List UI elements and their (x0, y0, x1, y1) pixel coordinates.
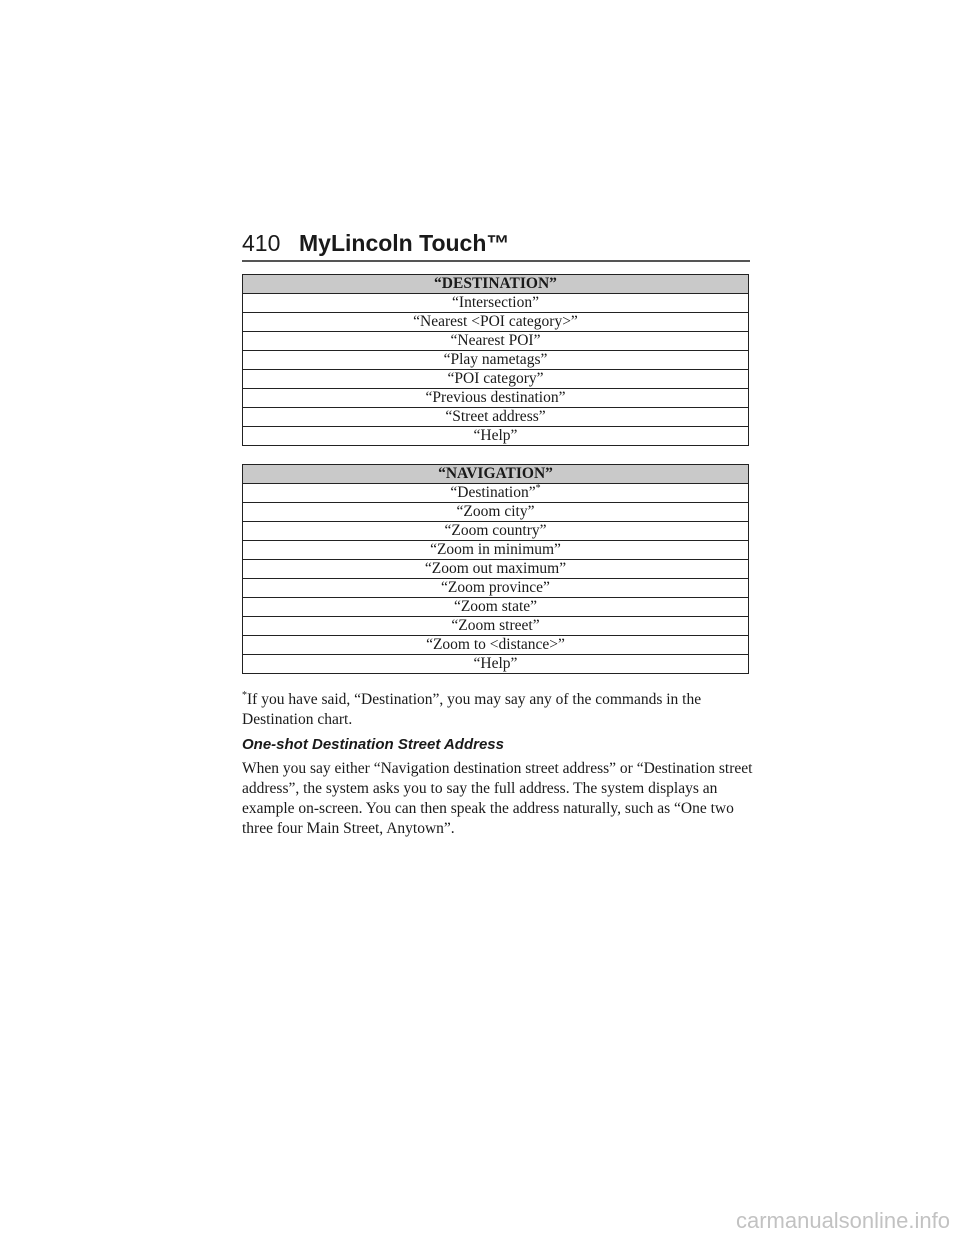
watermark: carmanualsonline.info (735, 1208, 950, 1233)
footnote-marker: * (242, 689, 247, 701)
table-row: “Nearest <POI category>” (243, 313, 749, 332)
page-number: 410 (242, 230, 281, 256)
table-row: “Zoom to <distance>” (243, 636, 749, 655)
table-row: “Nearest POI” (243, 332, 749, 351)
table-row: “Street address” (243, 408, 749, 427)
subheading: One-shot Destination Street Address (242, 736, 504, 753)
table-row: “Zoom state” (243, 598, 749, 617)
table-row: “Help” (243, 655, 749, 674)
navigation-table-heading: “NAVIGATION” (243, 465, 749, 484)
table-row: “Zoom out maximum” (243, 560, 749, 579)
table-row: “Zoom in minimum” (243, 541, 749, 560)
table-row (243, 484, 749, 503)
table-row: “Zoom street” (243, 617, 749, 636)
destination-table-heading: “DESTINATION” (243, 275, 749, 294)
table-row: “Previous destination” (243, 389, 749, 408)
table-row: “Zoom province” (243, 579, 749, 598)
page-header (242, 230, 750, 260)
destination-commands-table (242, 274, 749, 446)
table-row: “Zoom country” (243, 522, 749, 541)
table-row: “Intersection” (243, 294, 749, 313)
table-row: “Zoom city” (243, 503, 749, 522)
footnote-marker: * (535, 482, 541, 494)
section-title: MyLincoln Touch™ (299, 230, 510, 256)
navigation-commands-table (242, 464, 749, 674)
table-row: “Play nametags” (243, 351, 749, 370)
footnote-text: If you have said, “Destination”, you may say any of the commands in the Destination chart. (242, 691, 702, 728)
destination-command: “Destination” (450, 484, 536, 501)
header-rule (242, 260, 750, 262)
footnote (242, 690, 752, 730)
body-paragraph: When you say either “Navigation destination street address” or “Destination street address”, the system asks you to say the full address. The system displays an example on-screen. You can then speak the address naturally, such as “One two three four Main Street, Anytown”. (242, 760, 753, 837)
table-row: “Help” (243, 427, 749, 446)
table-row: “POI category” (243, 370, 749, 389)
